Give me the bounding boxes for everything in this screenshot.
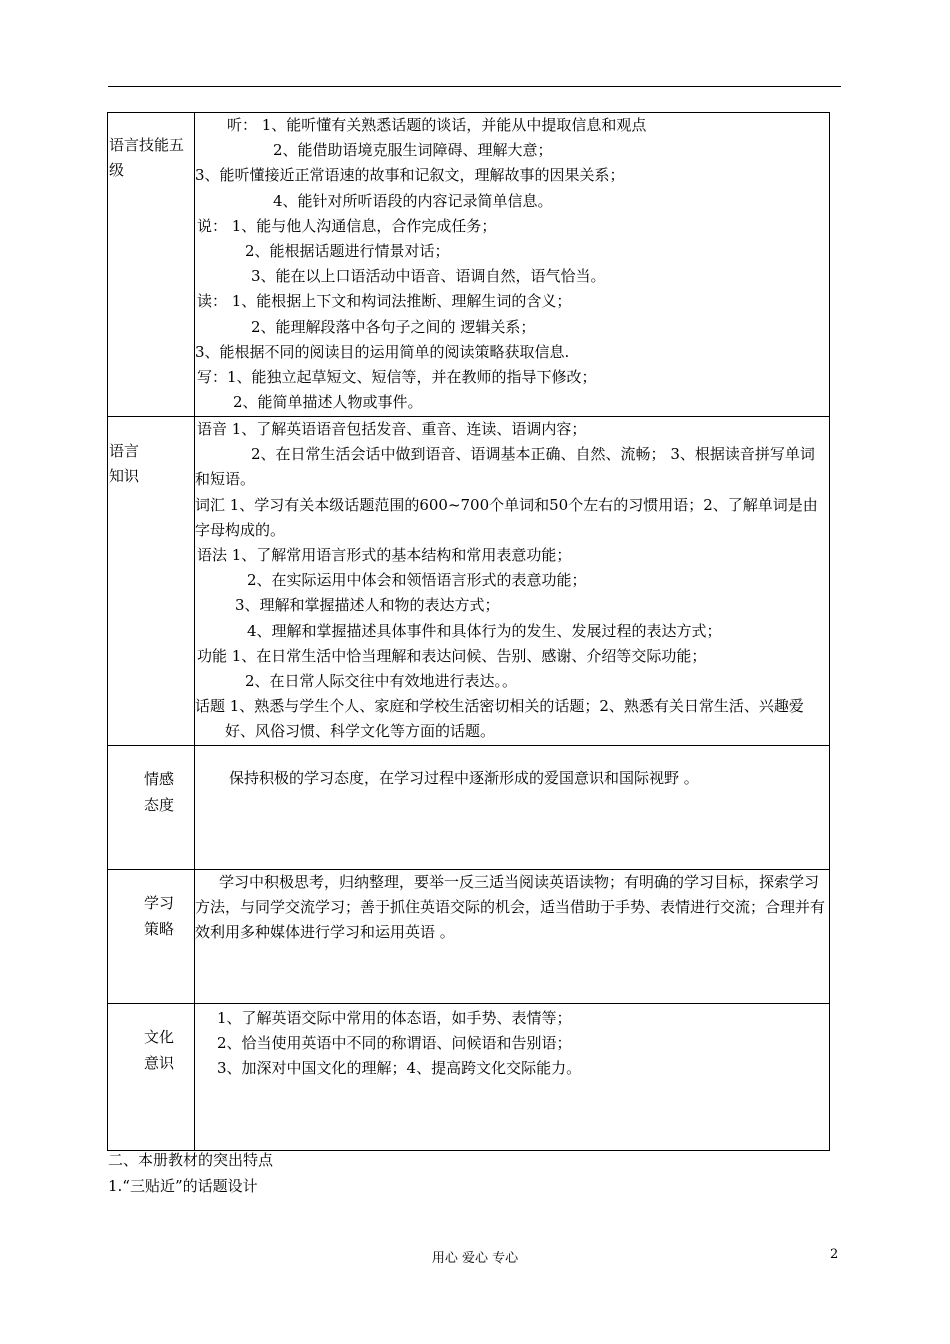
text-line: 词汇 1、学习有关本级话题范围的600~700个单词和50个左右的习惯用语；2、了解单词是由字母构成的。 (195, 495, 818, 539)
row-language-knowledge (108, 417, 830, 746)
text-line: 4、能针对所听语段的内容记录简单信息。 (273, 191, 553, 210)
row-affect (108, 746, 830, 870)
label-text: 学习策略 (144, 894, 175, 938)
text-line: 1、了解英语交际中常用的体态语，如手势、表情等； (217, 1009, 572, 1027)
content-language-knowledge (195, 417, 830, 746)
section-heading: 二、本册教材的突出特点 (108, 1151, 274, 1169)
text-line: 4、理解和掌握描述具体事件和具体行为的发生、发展过程的表达方式； (247, 621, 722, 640)
text-line: 学习中积极思考，归纳整理，要举一反三适当阅读英语读物；有明确的学习目标，探索学习方法，与同学交流学习；善于抓住英语交际的机会，适当借助于手势、表情进行交流；合理并有效利用多种媒体进行学习和运用英语 。 (195, 873, 826, 942)
footer-motto: 用心 爱心 专心 (431, 1251, 519, 1266)
text-line: 3、能在以上口语活动中语音、语调自然，语气恰当。 (251, 267, 606, 286)
text-line: 语法 1、了解常用语言形式的基本结构和常用表意功能； (197, 546, 572, 564)
text-line: 3、能听懂接近正常语速的故事和记叙文，理解故事的因果关系； (195, 166, 625, 185)
label-language-skills (108, 113, 195, 417)
text-line: 听： 1、能听懂有关熟悉话题的谈话，并能从中提取信息和观点 (227, 116, 647, 134)
label-text: 语言知识 (109, 442, 140, 486)
content-affect (195, 746, 830, 870)
header-rule (108, 86, 841, 87)
section-item: 1.“三贴近”的话题设计 (108, 1177, 258, 1195)
label-text: 情感态度 (144, 770, 175, 814)
row-strategy (108, 870, 830, 1004)
text-line: 读： 1、能根据上下文和构词法推断、理解生词的含义； (197, 292, 572, 311)
text-line: 2、能理解段落中各句子之间的 逻辑关系； (251, 317, 536, 336)
text-line: 3、能根据不同的阅读目的运用简单的阅读策略获取信息. (195, 342, 570, 361)
syllabus-table (107, 112, 830, 1151)
content-culture (195, 1004, 830, 1151)
text-line: 写：1、能独立起草短文、短信等，并在教师的指导下修改； (197, 367, 597, 386)
text-line: 2、能借助语境克服生词障碍、理解大意； (273, 141, 553, 160)
text-line: 2、在日常生活会话中做到语音、语调基本正确、自然、流畅； 3、根据读音拼写单词和短语。 (195, 445, 815, 489)
label-text: 文化意识 (144, 1028, 175, 1072)
content-language-skills (195, 113, 830, 417)
text-line: 保持积极的学习态度，在学习过程中逐渐形成的爱国意识和国际视野 。 (229, 769, 699, 787)
text-line: 3、加深对中国文化的理解；4、提高跨文化交际能力。 (217, 1059, 582, 1078)
label-text: 语言技能五级 (109, 136, 185, 180)
page-number: 2 (830, 1247, 839, 1262)
text-line: 说： 1、能与他人沟通信息，合作完成任务； (197, 216, 497, 235)
label-strategy (108, 870, 195, 1004)
text-line: 2、在实际运用中体会和领悟语言形式的表意功能； (247, 571, 587, 590)
text-line: 2、恰当使用英语中不同的称谓语、问候语和告别语； (217, 1034, 572, 1053)
label-culture (108, 1004, 195, 1151)
content-strategy (195, 870, 830, 1004)
text-line: 2、能根据话题进行情景对话； (245, 241, 450, 260)
row-culture (108, 1004, 830, 1151)
text-line: 语音 1、了解英语语音包括发音、重音、连读、语调内容； (197, 420, 587, 438)
text-line: 功能 1、在日常生活中恰当理解和表达问候、告别、感谢、介绍等交际功能； (197, 646, 707, 665)
text-line: 话题 1、熟悉与学生个人、家庭和学校生活密切相关的话题；2、熟悉有关日常生活、兴趣爱好、风俗习惯、科学文化等方面的话题。 (195, 697, 804, 741)
label-language-knowledge (108, 417, 195, 746)
text-line: 2、能简单描述人物或事件。 (233, 393, 423, 412)
label-affect (108, 746, 195, 870)
text-line: 2、在日常人际交往中有效地进行表达。。 (245, 671, 518, 690)
text-line: 3、理解和掌握描述人和物的表达方式； (235, 596, 500, 615)
row-language-skills (108, 113, 830, 417)
